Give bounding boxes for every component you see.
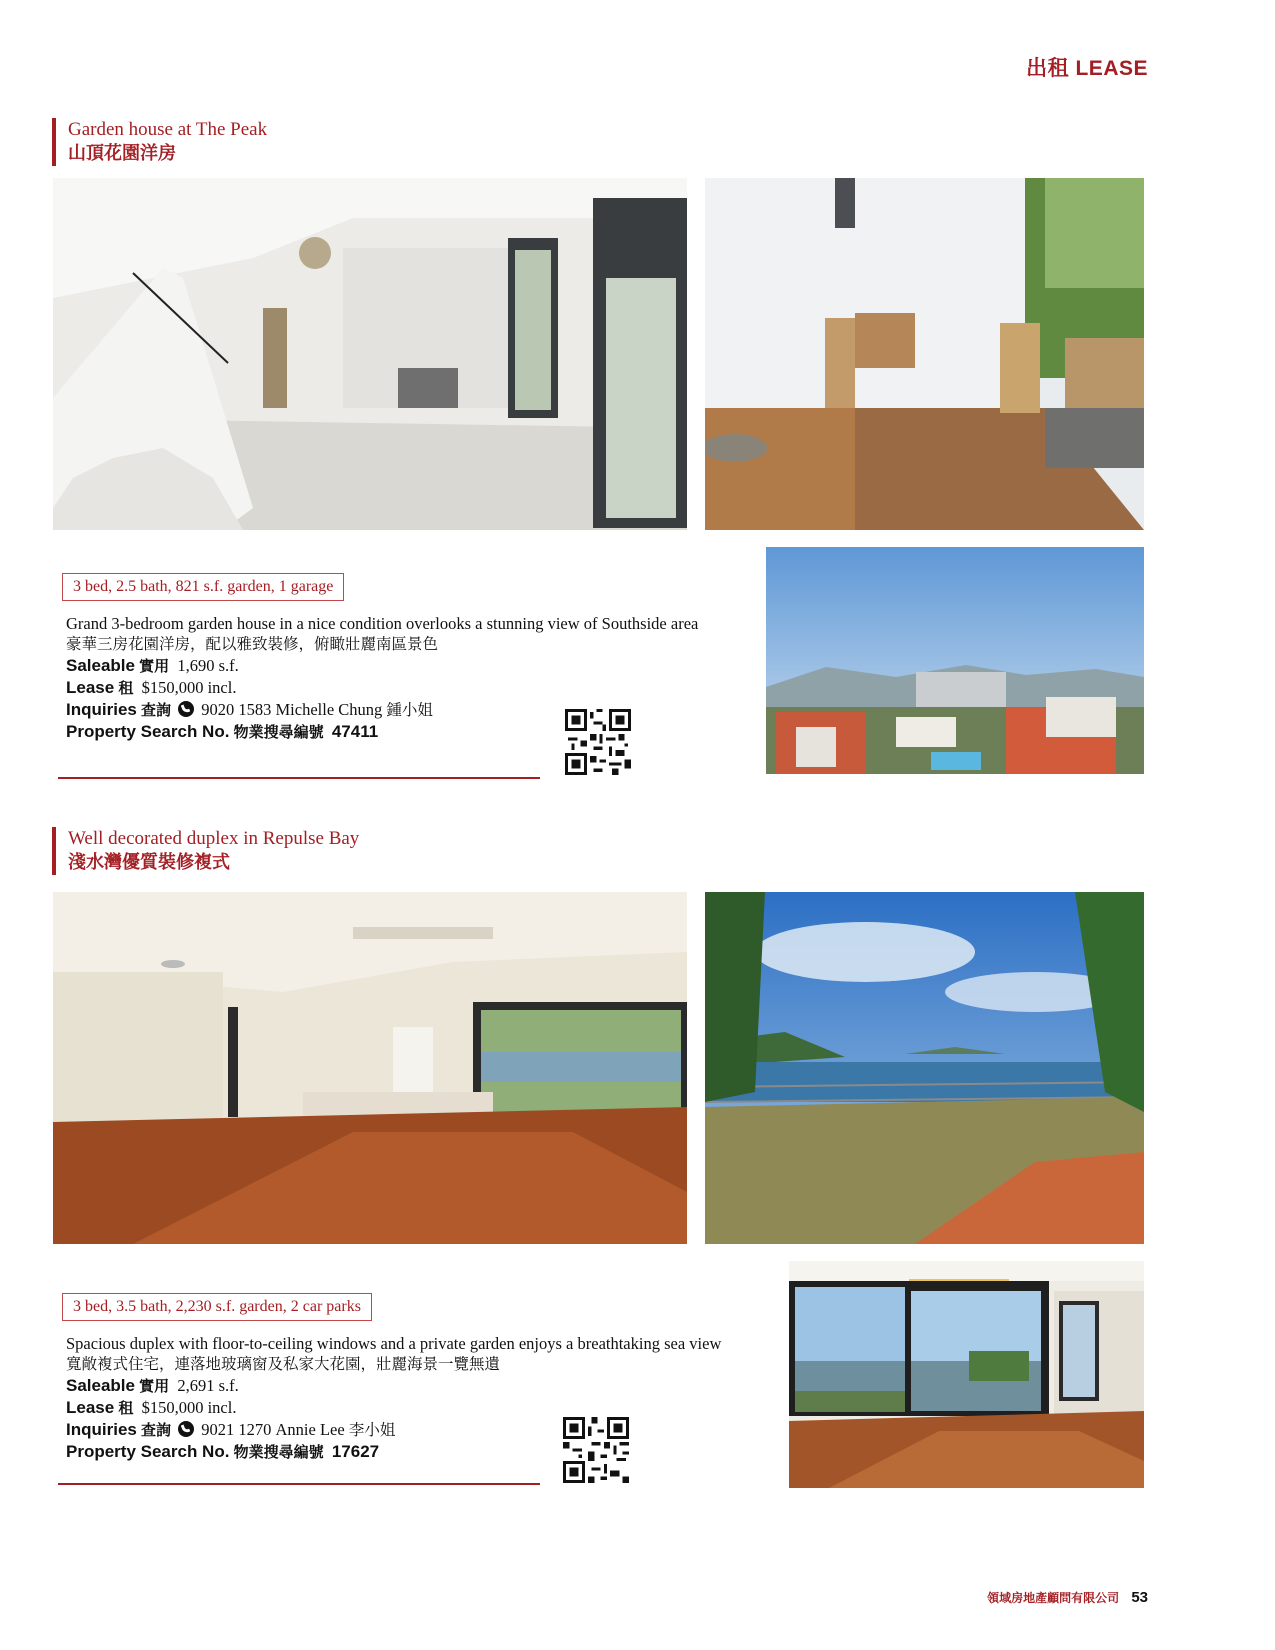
- listing-2-photo-room: [789, 1261, 1144, 1488]
- listing-2-desc-en: Spacious duplex with floor-to-ceiling windows and a private garden enjoys a breathtaking sea view: [66, 1334, 722, 1353]
- listing-1-contact-zh: 鍾小姐: [386, 701, 433, 719]
- listing-1-contact[interactable]: 9020 1583 Michelle Chung: [201, 700, 383, 719]
- page-number: 53: [1131, 1589, 1148, 1606]
- listing-1-title-zh: 山頂花園洋房: [68, 143, 176, 164]
- listing-1-photo-view: [766, 547, 1144, 774]
- listing-1-title-en: Garden house at The Peak: [68, 119, 268, 140]
- listing-2-photo-garden: [705, 892, 1144, 1244]
- listing-2-search-value: 17627: [331, 1442, 380, 1461]
- listing-1-saleable-value: 1,690 s.f.: [177, 656, 239, 675]
- listing-2-spec: 3 bed, 3.5 bath, 2,230 s.f. garden, 2 car parks: [62, 1293, 372, 1321]
- page-footer: [987, 1589, 1148, 1606]
- section-tag-en: LEASE: [1075, 57, 1148, 80]
- listing-2-divider: [58, 1483, 540, 1485]
- listing-1-lease-value: $150,000 incl.: [141, 678, 237, 697]
- listing-1-desc-zh: 豪華三房花園洋房，配以雅致裝修，俯瞰壯麗南區景色: [66, 635, 439, 653]
- listing-1-saleable: Saleable 實用 1,690 s.f.: [66, 656, 239, 675]
- listing-1-inquiries: Inquiries 查詢 9020 1583 Michelle Chung 鍾小姐: [66, 700, 433, 719]
- listing-1-title: [52, 118, 267, 166]
- listing-2-contact-zh: 李小姐: [348, 1421, 396, 1439]
- phone-icon: [178, 701, 194, 717]
- listing-2-saleable-value: 2,691 s.f.: [177, 1376, 239, 1395]
- listing-2-qr-code[interactable]: [563, 1417, 629, 1483]
- listing-1-qr-code[interactable]: [565, 709, 631, 775]
- listing-2-title-zh: 淺水灣優質裝修複式: [68, 852, 230, 873]
- listing-1-desc-en: Grand 3-bedroom garden house in a nice condition overlooks a stunning view of Southside area: [66, 614, 699, 633]
- listing-2-saleable: Saleable 實用 2,691 s.f.: [66, 1376, 239, 1395]
- listing-1-photo-living-room: [53, 178, 687, 530]
- phone-icon: [178, 1421, 194, 1437]
- listing-2-lease: Lease 租 $150,000 incl.: [66, 1398, 237, 1417]
- section-tag-zh: 出租: [1026, 57, 1070, 80]
- listing-2-title: [52, 827, 359, 875]
- listing-1-lease: Lease 租 $150,000 incl.: [66, 678, 237, 697]
- listing-2-lease-value: $150,000 incl.: [141, 1398, 237, 1417]
- listing-1-search-value: 47411: [331, 722, 379, 741]
- listing-1-photo-deck: [705, 178, 1144, 530]
- listing-1-search-no: Property Search No. 物業搜尋編號 47411: [66, 722, 379, 741]
- listing-1-divider: [58, 777, 540, 779]
- company-name: 領域房地產顧問有限公司: [987, 1591, 1120, 1605]
- section-tag: [1026, 52, 1148, 82]
- listing-2-contact[interactable]: 9021 1270 Annie Lee: [201, 1420, 345, 1439]
- listing-2-desc-zh: 寬敞複式住宅，連落地玻璃窗及私家大花園，壯麗海景一覽無遺: [66, 1355, 501, 1373]
- listing-2-search-no: Property Search No. 物業搜尋編號 17627: [66, 1442, 380, 1461]
- listing-2-inquiries: Inquiries 查詢 9021 1270 Annie Lee 李小姐: [66, 1420, 396, 1439]
- listing-2-title-en: Well decorated duplex in Repulse Bay: [68, 828, 360, 849]
- listing-2-photo-living-room: [53, 892, 687, 1244]
- listing-1-spec: 3 bed, 2.5 bath, 821 s.f. garden, 1 garage: [62, 573, 344, 601]
